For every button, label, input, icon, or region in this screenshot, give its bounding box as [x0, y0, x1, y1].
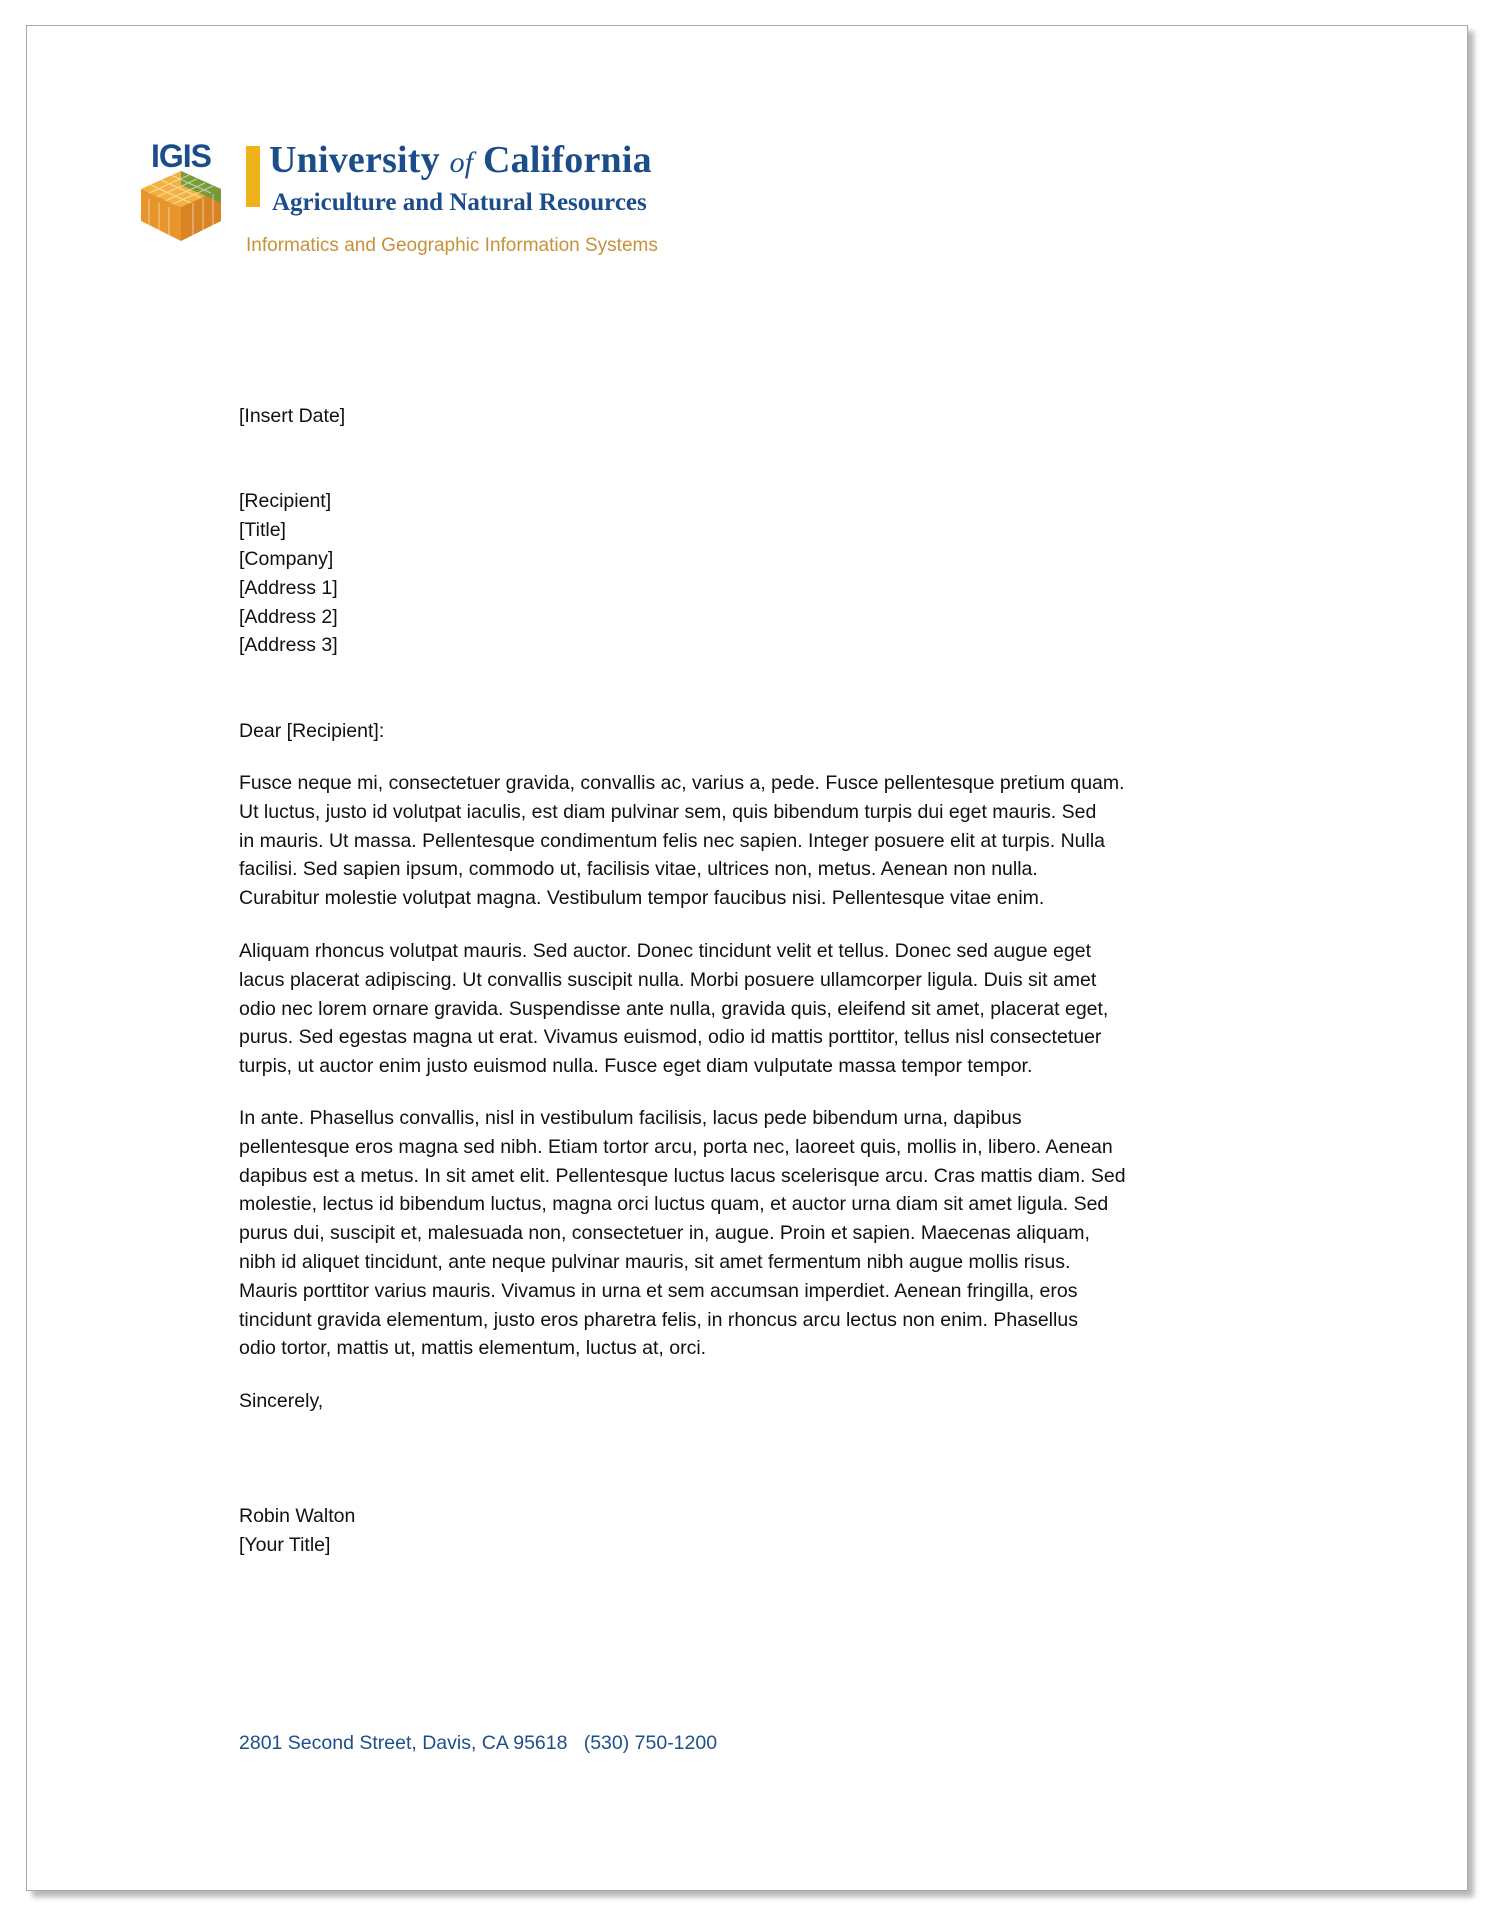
paragraph-line: purus. Sed egestas magna ut erat. Vivamus euismod, odio id mattis porttitor, tellus nisl consectetuer — [239, 1026, 1102, 1049]
paragraph-line: Fusce neque mi, consectetuer gravida, convallis ac, varius a, pede. Fusce pellentesque pretium quam. — [239, 772, 1125, 794]
paragraph-line: Aliquam rhoncus volutpat mauris. Sed auctor. Donec tincidunt velit et tellus. Donec sed augue eget — [239, 940, 1091, 962]
letter-date: [Insert Date] — [239, 405, 346, 427]
paragraph-line: facilisi. Sed sapien ipsum, commodo ut, facilisis vitae, ultrices non, metus. Aenean non nulla. — [239, 858, 1038, 881]
logo-text: IGIS — [150, 138, 212, 174]
salutation: Dear [Recipient]: — [239, 720, 385, 742]
recipient-address-2: [Address 2] — [239, 606, 338, 628]
paragraph-line: Ut luctus, justo id volutpat iaculis, est diam pulvinar sem, quis bibendum turpis dui eget mauris. Sed — [239, 800, 1097, 823]
university-part2: California — [473, 139, 652, 181]
recipient-title-line: [Title] — [239, 519, 286, 541]
paragraph-line: lacus placerat adipiscing. Ut convallis suscipit nulla. Morbi posuere ullamcorper ligula. Duis sit amet — [239, 968, 1097, 991]
igis-logo-icon — [139, 137, 223, 243]
paragraph-line: turpis, ut auctor enim justo euismod nulla. Fusce eget diam vulputate massa tempor tempor. — [239, 1055, 1033, 1078]
recipient-line: [Recipient] — [239, 490, 332, 512]
division-title: Agriculture and Natural Resources — [272, 189, 647, 216]
signer-name: Robin Walton — [239, 1505, 356, 1527]
footer-address: 2801 Second Street, Davis, CA 95618 (530) 750-1200 — [239, 1732, 718, 1754]
paragraph-line: in mauris. Ut massa. Pellentesque condimentum felis nec sapien. Integer posuere elit at turpis. Nulla — [239, 829, 1106, 852]
paragraph-line: odio nec lorem ornare gravida. Suspendisse ante nulla, gravida quis, eleifend sit amet, placerat eget, — [239, 997, 1109, 1020]
paragraph-line: molestie, lectus id bibendum luctus, magna orci luctus quam, et auctor urna diam sit amet ligula. Sed — [239, 1193, 1109, 1216]
body-paragraph-1 — [239, 769, 1249, 913]
paragraph-line: purus dui, suscipit et, malesuada non, consectetuer in, augue. Proin et sapien. Maecenas aliquam, — [239, 1222, 1090, 1245]
body-paragraph-3 — [239, 1104, 1249, 1363]
university-of: of — [449, 146, 474, 179]
paragraph-line: odio tortor, mattis ut, mattis elementum, luctus at, orci. — [239, 1337, 707, 1360]
recipient-company-line: [Company] — [239, 548, 334, 570]
paragraph-line: Curabitur molestie volutpat magna. Vestibulum tempor faucibus nisi. Pellentesque vitae enim. — [239, 887, 1045, 910]
paragraph-line: pellentesque eros magna sed nibh. Etiam tortor arcu, porta nec, laoreet quis, mollis in, libero. Aenean — [239, 1135, 1113, 1158]
recipient-address-3: [Address 3] — [239, 634, 338, 656]
paragraph-line: tincidunt gravida elementum, justo eros pharetra felis, in rhoncus arcu lectus non enim. Phasellus — [239, 1308, 1078, 1331]
university-title — [269, 138, 652, 182]
university-part1: University — [269, 139, 450, 181]
logo-divider-bar — [246, 146, 260, 207]
closing: Sincerely, — [239, 1390, 324, 1412]
paragraph-line: In ante. Phasellus convallis, nisl in vestibulum facilisis, lacus pede bibendum urna, dapibus — [239, 1107, 1022, 1129]
signer-title: [Your Title] — [239, 1534, 331, 1556]
paragraph-line: Mauris porttitor varius mauris. Vivamus in urna et sem accumsan imperdiet. Aenean fringilla, eros — [239, 1279, 1078, 1302]
paragraph-line: nibh id aliquet tincidunt, ante neque pulvinar mauris, sit amet fermentum nibh augue mollis risus. — [239, 1250, 1071, 1273]
program-title: Informatics and Geographic Information Systems — [246, 235, 658, 256]
letter-page — [26, 25, 1468, 1891]
paragraph-line: dapibus est a metus. In sit amet elit. Pellentesque luctus lacus scelerisque arcu. Cras mattis diam. Sed — [239, 1164, 1126, 1187]
body-paragraph-2 — [239, 937, 1249, 1081]
recipient-address-1: [Address 1] — [239, 577, 338, 599]
